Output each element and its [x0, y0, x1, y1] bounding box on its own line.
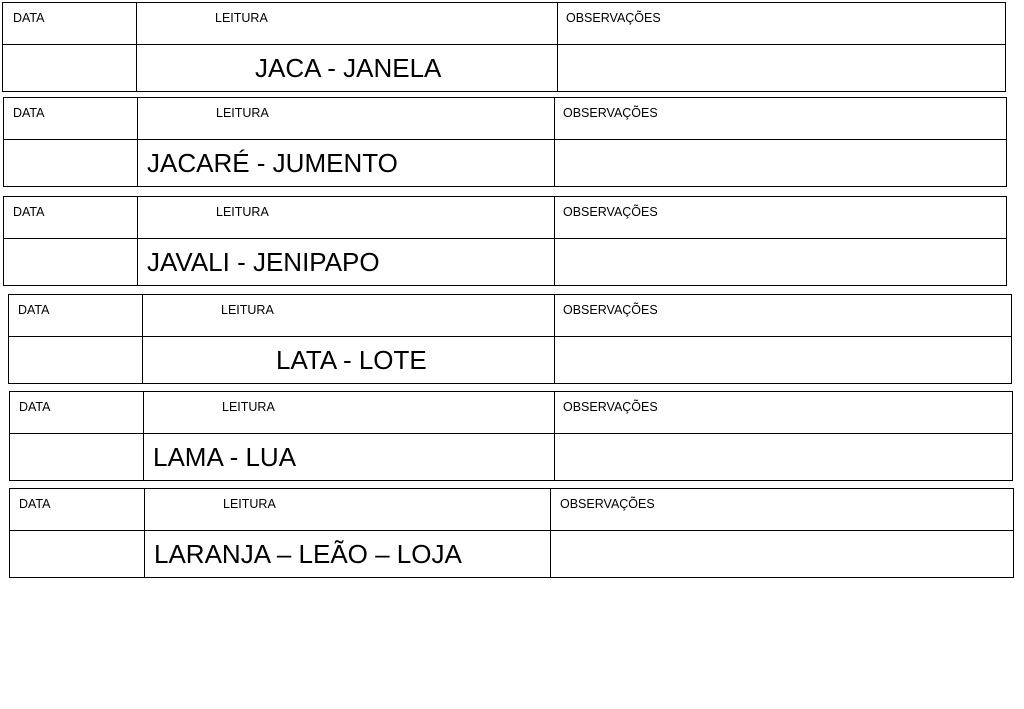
observacoes-cell[interactable] — [555, 239, 1007, 286]
header-data: DATA — [10, 489, 145, 531]
observacoes-cell[interactable] — [551, 531, 1014, 578]
leitura-cell — [138, 140, 555, 187]
reading-table-3 — [3, 196, 1007, 286]
reading-table-6 — [9, 488, 1014, 578]
header-observacoes: OBSERVAÇÕES — [555, 98, 1007, 140]
observacoes-cell[interactable] — [555, 434, 1013, 481]
header-leitura: LEITURA — [137, 3, 558, 45]
reading-words: LARANJA – LEÃO – LOJA — [154, 539, 462, 569]
reading-table-5 — [9, 391, 1013, 481]
header-leitura: LEITURA — [138, 197, 555, 239]
leitura-cell — [138, 239, 555, 286]
header-data: DATA — [4, 197, 138, 239]
header-leitura: LEITURA — [143, 295, 555, 337]
header-data: DATA — [4, 98, 138, 140]
header-data: DATA — [3, 3, 137, 45]
data-cell[interactable] — [4, 239, 138, 286]
header-data: DATA — [9, 295, 143, 337]
data-cell[interactable] — [4, 140, 138, 187]
observacoes-cell[interactable] — [555, 140, 1007, 187]
reading-table-2 — [3, 97, 1007, 187]
header-observacoes: OBSERVAÇÕES — [555, 392, 1013, 434]
header-leitura: LEITURA — [145, 489, 551, 531]
header-leitura: LEITURA — [144, 392, 555, 434]
data-cell[interactable] — [10, 434, 144, 481]
reading-words: JACA - JANELA — [255, 53, 442, 83]
reading-table-1 — [2, 2, 1006, 92]
reading-words: LAMA - LUA — [153, 442, 297, 472]
data-cell[interactable] — [3, 45, 137, 92]
observacoes-cell[interactable] — [558, 45, 1006, 92]
leitura-cell — [137, 45, 558, 92]
header-observacoes: OBSERVAÇÕES — [555, 197, 1007, 239]
header-leitura: LEITURA — [138, 98, 555, 140]
leitura-cell — [143, 337, 555, 384]
header-observacoes: OBSERVAÇÕES — [555, 295, 1012, 337]
data-cell[interactable] — [10, 531, 145, 578]
header-observacoes: OBSERVAÇÕES — [558, 3, 1006, 45]
reading-table-4 — [8, 294, 1012, 384]
reading-words: LATA - LOTE — [276, 345, 427, 375]
leitura-cell — [145, 531, 551, 578]
reading-words: JAVALI - JENIPAPO — [147, 247, 380, 277]
data-cell[interactable] — [9, 337, 143, 384]
reading-words: JACARÉ - JUMENTO — [147, 148, 398, 178]
header-observacoes: OBSERVAÇÕES — [551, 489, 1014, 531]
observacoes-cell[interactable] — [555, 337, 1012, 384]
leitura-cell — [144, 434, 555, 481]
header-data: DATA — [10, 392, 144, 434]
